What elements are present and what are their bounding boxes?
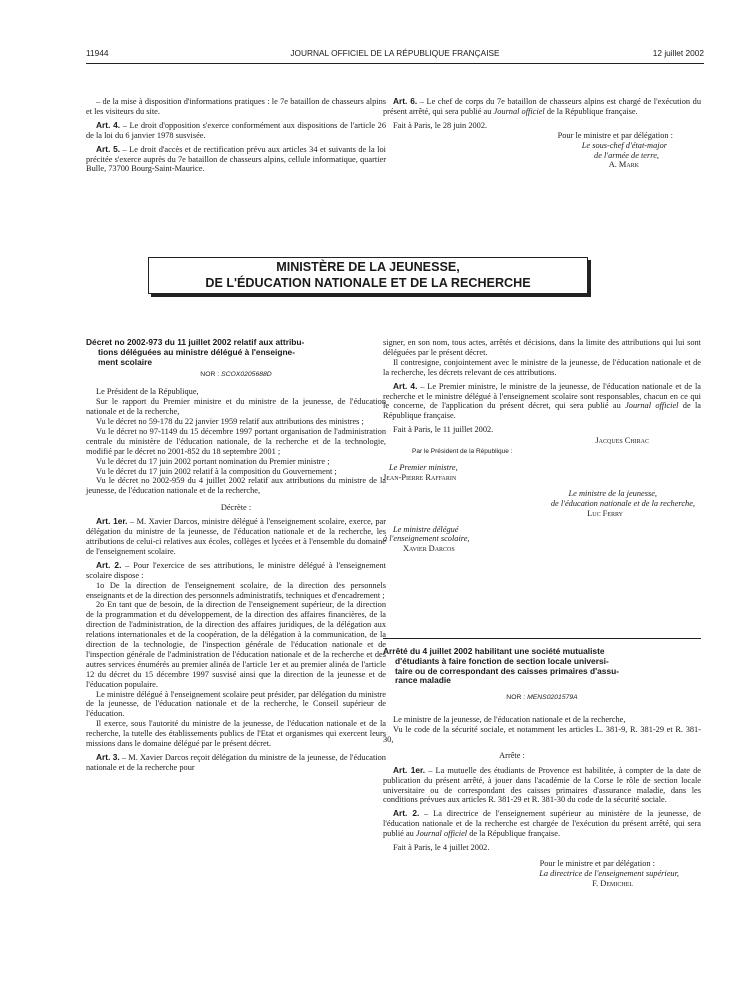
arrete-signer: F. Demichel (592, 878, 633, 888)
decree-minister-role-1: Le ministre de la jeunesse, (568, 488, 657, 498)
top-left-column (86, 97, 386, 174)
decree-article-4: Art. 4. – Le Premier ministre, le ministre de la jeunesse, de l'éducation nationale et de la recherche et le ministre délégué à l'enseignement scolaire sont responsables, chacun en ce qui le concerne, de l'application du présent décret, qui sera publié au Journal officiel de la République française. (383, 380, 702, 421)
decree-right-column (383, 338, 701, 554)
signature-name: A. Mark (608, 160, 639, 170)
signature-role-2: de l'armée de terre, (594, 150, 659, 160)
decree-title: Décret no 2002-973 du 11 juillet 2002 relatif aux attribu- tions déléguées au ministre délégué à l'enseigne- ment scolaire (86, 337, 305, 367)
arrete-column (383, 647, 701, 889)
decree-visa-3: Vu le décret no 97-1149 du 15 décembre 1997 portant organisation de l'administration centrale du ministère de l'éducation nationale, de la recherche et de la technologie, modifié par le décret no 2001-852 du 18 septembre 2001 ; (86, 426, 386, 456)
arrete-fait: Fait à Paris, le 4 juillet 2002. (393, 843, 490, 853)
arrete-nor: NOR : MENS0201579A (506, 694, 578, 702)
decree-minister-role-2: de l'éducation nationale et de la recherche, (550, 498, 695, 508)
arrete-visa: Vu le code de la sécurité sociale, et notamment les articles L. 381-9, R. 381-29 et R. 381-30, (383, 725, 701, 744)
decree-article-2-para-4: Il exerce, sous l'autorité du ministre de la jeunesse, de l'éducation nationale et de la recherche, la tutelle des établissements publics de l'Etat et organismes qui exercent leurs missions dans le domaine délégué par le présent décret. (86, 719, 386, 749)
decree-president: Le Président de la République, (96, 387, 199, 397)
decree-article-3-continued: signer, en son nom, tous actes, arrêtés et décisions, dans la limite des attributions qui lui sont déléguées par le présent décret. (383, 338, 701, 357)
article-4: Art. 4. – Le droit d'opposition s'exerce conformément aux dispositions de l'article 26 de la loi du 6 janvier 1978 susvisée. (86, 119, 386, 140)
decree-decrete: Décrète : (220, 503, 252, 513)
ministry-line-2: DE L'ÉDUCATION NATIONALE ET DE LA RECHERCHE (205, 276, 531, 290)
fait-a-paris: Fait à Paris, le 28 juin 2002. (393, 120, 488, 130)
top-right-column (383, 97, 701, 170)
decree-contresigne: Il contresigne, conjointement avec le ministre de la jeunesse, de l'éducation nationale et de la recherche, les décrets relevant de ces attributions. (383, 357, 701, 377)
issue-date: 12 juillet 2002 (652, 48, 704, 58)
article-6: Art. 6. – Le chef de corps du 7e bataillon de chasseurs alpins est chargé de l'exécution du présent arrêté, qui sera publié au Journal officiel de la République française. (383, 96, 701, 116)
decree-article-2-item-2: 2o En tant que de besoin, de la direction de l'enseignement supérieur, de la direction de la programmation et du développement, de la direction des affaires financières, de la direction de l'administration, de la direction des affaires juridiques, de la délégation aux relations internationales et de la coopération, de la délégation à la communication, de la direction de la technologie, de l'inspection générale de l'éducation nationale et de l'inspection générale de l'administration de l'éducation nationale et de la recherche et des autres services énumérés au premier alinéa de l'article 1er et au premier alinéa de l'article 12 du décret du 15 décembre 1997 susvisé ainsi que la direction de la jeunesse et de l'éducation populaire. (86, 600, 386, 689)
arrete-article-2: Art. 2. – La directrice de l'enseignement supérieur au ministère de la jeunesse, de l'éducation nationale et de la recherche est chargée de l'exécution du présent arrêté, qui sera publié au Journal officiel de la République française. (383, 808, 701, 839)
decree-left-column (86, 338, 386, 773)
decree-delegate-role-1: Le ministre délégué (393, 524, 459, 534)
decree-article-2-item-1: 1o De la direction de l'enseignement scolaire, de la direction des personnels enseignants et de la direction des personnels administratifs, techniques et d'encadrement ; (86, 580, 386, 600)
signature-pour: Pour le ministre et par délégation : (557, 130, 673, 140)
decree-minister-name: Luc Ferry (587, 508, 623, 518)
journal-title: JOURNAL OFFICIEL DE LA RÉPUBLIQUE FRANÇAISE (290, 48, 500, 58)
header-rule (86, 63, 704, 64)
decree-visa-5: Vu le décret du 17 juin 2002 relatif à la composition du Gouvernement ; (96, 466, 337, 476)
ministry-line-1: MINISTÈRE DE LA JEUNESSE, (276, 260, 460, 274)
decree-article-1: Art. 1er. – M. Xavier Darcos, ministre délégué à l'enseignement scolaire, exerce, par délégation du ministre de la jeunesse, de l'éducation nationale et de la recherche, les attributions de celui-ci relatives aux écoles, collèges et lycées et à l'ensemble du domaine de l'enseignement scolaire. (86, 516, 386, 556)
arrete-arrete: Arrête : (499, 750, 525, 760)
decree-delegate-name: Xavier Darcos (403, 544, 455, 554)
decree-par-le-president: Par le Président de la République : (412, 448, 513, 456)
arrete-role: La directrice de l'enseignement supérieur, (539, 868, 679, 878)
decree-visa-4: Vu le décret du 17 juin 2002 portant nomination du Premier ministre ; (96, 456, 330, 466)
ministry-heading (148, 257, 588, 294)
decree-article-2: Art. 2. – Pour l'exercice de ses attributions, le ministre délégué à l'enseignement scolaire dispose : (86, 559, 386, 580)
article-5: Art. 5. – Le droit d'accès et de rectification prévu aux articles 34 et suivants de la loi précitée s'exerce auprès du 7e bataillon de chasseurs alpins, cellule informatique, quartier Bulle, 73700 Bourg-Saint-Maurice. (86, 143, 386, 174)
signature-role-1: Le sous-chef d'état-major (581, 140, 667, 150)
decree-nor: NOR : SCOX0205688D (200, 371, 272, 379)
continuation-paragraph: – de la mise à disposition d'informations pratiques : le 7e bataillon de chasseurs alpins et les visiteurs du site. (86, 97, 386, 116)
arrete-article-1: Art. 1er. – La mutuelle des étudiants de Provence est habilitée, à compter de la date de publication du présent arrêté, à jouer dans l'académie de la Corse le rôle de section locale universitaire ou de correspondant des caisses primaires d'assurance maladie, dans les conditions prévues aux articles R. 381-29 et R. 381-30 du code de la sécurité sociale. (383, 764, 701, 805)
decree-article-2-para-3: Le ministre délégué à l'enseignement scolaire peut présider, par délégation du ministre de la jeunesse, de l'éducation nationale et de la recherche, le Conseil supérieur de l'éducation. (86, 689, 386, 719)
decree-fait: Fait à Paris, le 11 juillet 2002. (393, 425, 494, 435)
page-header (86, 48, 704, 62)
arrete-title: Arrêté du 4 juillet 2002 habilitant une société mutualiste d'étudiants à faire fonction de section locale universi- taire ou de correspondant des caisses primaires d'assu- rance maladie (383, 646, 620, 686)
decree-article-3: Art. 3. – M. Xavier Darcos reçoit délégation du ministre de la jeunesse, de l'éducation nationale et de la recherche pour (86, 752, 386, 772)
section-separator (383, 638, 701, 639)
decree-pm-role: Le Premier ministre, (389, 462, 458, 472)
decree-visa-6: Vu le décret no 2002-959 du 4 juillet 2002 relatif aux attributions du ministre de la jeunesse, de l'éducation nationale et de la recherche, (86, 476, 386, 496)
page-number: 11944 (86, 48, 109, 58)
decree-pm-name: Jean-Pierre Raffarin (383, 472, 457, 482)
decree-visa-1: Sur le rapport du Premier ministre et du ministre de la jeunesse, de l'éducation nationale et de la recherche, (86, 397, 386, 417)
arrete-pour: Pour le ministre et par délégation : (539, 858, 655, 868)
decree-visa-2: Vu le décret no 59-178 du 22 janvier 1959 relatif aux attributions des ministres ; (96, 417, 364, 427)
arrete-minister: Le ministre de la jeunesse, de l'éducation nationale et de la recherche, (393, 715, 626, 725)
decree-signature-president: Jacques Chirac (595, 436, 649, 446)
decree-delegate-role-2: à l'enseignement scolaire, (383, 534, 470, 544)
